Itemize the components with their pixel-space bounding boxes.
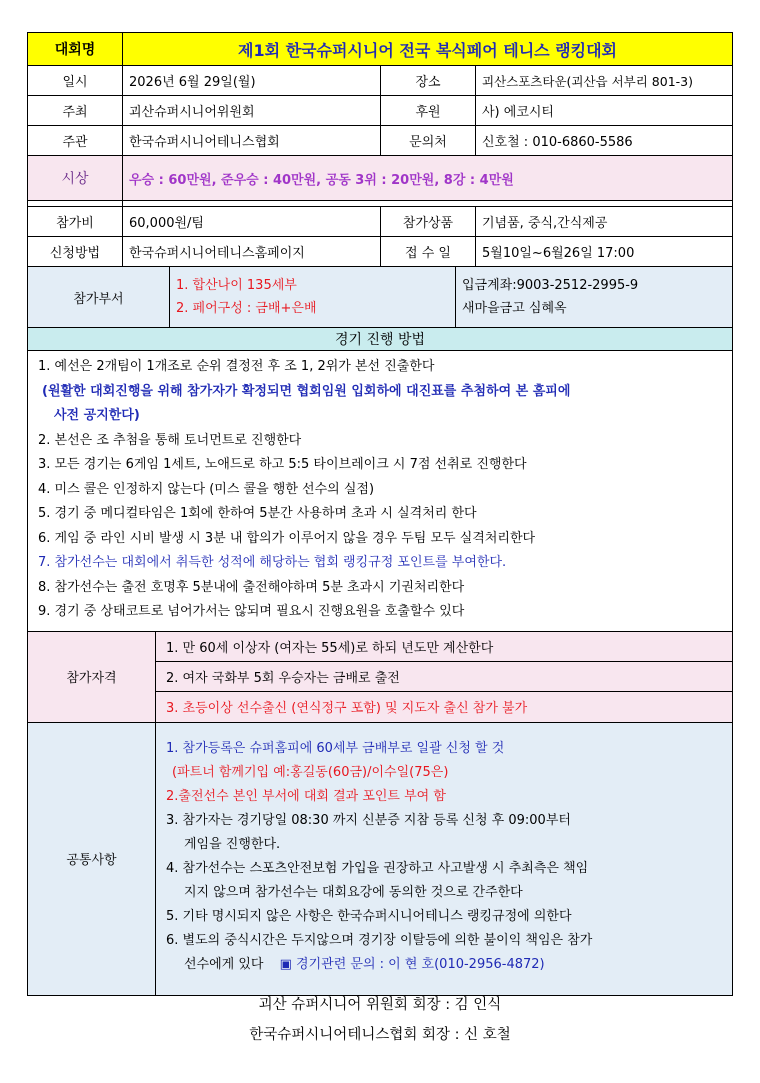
common-line: 2.출전선수 본인 부서에 대회 결과 포인트 부여 함: [166, 788, 446, 804]
info-value: 5월10일~6월26일 17:00: [482, 246, 635, 261]
division-account: [456, 267, 732, 327]
common-line: 6. 별도의 중식시간은 두지않으며 경기장 이탈등에 의한 불이익 책임은 참가: [166, 932, 593, 948]
info-value: 한국슈퍼시니어테니스홈페이지: [123, 237, 381, 266]
info-label: 접 수 일: [381, 237, 476, 266]
spacer-cell: [28, 201, 123, 206]
common-line: 1. 참가등록은 슈퍼홈피에 60세부 금배부로 일괄 신청 할 것: [166, 740, 505, 756]
footer: [0, 990, 760, 1050]
title-row: [28, 33, 732, 66]
method-line: 6. 게임 중 라인 시비 발생 시 3분 내 합의가 이루어지 않을 경우 두팀 모두 실격처리한다: [38, 530, 536, 546]
division-row: [28, 267, 732, 328]
info-value: 기념품, 중식,간식제공: [482, 216, 608, 231]
qualification-label: 참가자격: [28, 632, 156, 722]
method-line: 8. 참가선수는 출전 호명후 5분내에 출전해야하며 5분 초과시 기권처리한다: [38, 579, 465, 595]
common-line: 선수에게 있다: [184, 956, 264, 972]
common-line: 5. 기타 명시되지 않은 사항은 한국슈퍼시니어테니스 랭킹규정에 의한다: [166, 908, 572, 924]
info-value: 신호철 : 010-6860-5586: [482, 135, 633, 150]
account-number: 입금계좌:9003-2512-2995-9: [462, 278, 639, 293]
qualification-item: 1. 만 60세 이상자 (여자는 55세)로 하되 년도만 계산한다: [156, 632, 732, 662]
method-line: 5. 경기 중 메디컬타임은 1회에 한하여 5분간 사용하며 초과 시 실격처리 한다: [38, 506, 477, 521]
title-label: 대회명: [28, 33, 123, 65]
method-body-row: [28, 351, 732, 632]
info-value: 괴산슈퍼시니어위원회: [123, 96, 381, 125]
prize-label: 시상: [28, 156, 123, 200]
method-note: (원활한 대회진행을 위해 참가자가 확정되면 협회임원 입회하에 대진표를 추첨하여 본 홈피에: [42, 383, 571, 399]
method-list: [28, 351, 732, 631]
info-value: 한국슈퍼시니어테니스협회: [123, 126, 381, 155]
method-line: 1. 예선은 2개팀이 1개조로 순위 결정전 후 조 1, 2위가 본선 진출한다: [38, 359, 435, 374]
prize-value: 우승 : 60만원, 준우승 : 40만원, 공동 3위 : 20만원, 8강 : 4만원: [129, 172, 514, 188]
qualification-item: 2. 여자 국화부 5회 우승자는 금배로 출전: [156, 662, 732, 692]
info-value: 60,000원/팀: [123, 207, 381, 236]
info-label: 주관: [28, 126, 123, 155]
method-line: 4. 미스 콜은 인정하지 않는다 (미스 콜을 행한 선수의 실점): [38, 481, 375, 497]
common-line: 게임을 진행한다.: [184, 836, 281, 852]
info-label: 일시: [28, 66, 123, 95]
common-label: 공통사항: [28, 723, 156, 995]
division-item: 2. 페어구성 : 금배+은배: [176, 301, 317, 316]
common-line: 지지 않으며 참가선수는 대회요강에 동의한 것으로 간주한다: [184, 884, 523, 900]
info-label: 문의처: [381, 126, 476, 155]
info-value: 사) 에코시티: [482, 105, 554, 120]
common-line: 4. 참가선수는 스포츠안전보험 가입을 권장하고 사고발생 시 추최측은 책임: [166, 860, 589, 876]
notice-table: [27, 32, 733, 996]
info-row-date: [28, 66, 732, 96]
info-label: 신청방법: [28, 237, 123, 266]
info-row-organizer: [28, 126, 732, 156]
spacer-cell: [123, 201, 732, 206]
division-label: 참가부서: [28, 267, 170, 327]
division-item: 1. 합산나이 135세부: [176, 278, 297, 293]
method-line: 3. 모든 경기는 6게임 1세트, 노애드로 하고 5:5 타이브레이크 시 7점 선취로 진행한다: [38, 457, 527, 472]
common-row: [28, 723, 732, 995]
contact-note: ▣ 경기관련 문의 : 이 현 호(010-2956-4872): [279, 956, 545, 972]
info-label: 참가비: [28, 207, 123, 236]
common-list: [156, 723, 732, 995]
info-value: 2026년 6월 29일(월): [123, 66, 381, 95]
method-header: 경기 진행 방법: [334, 332, 426, 348]
division-items: [170, 267, 456, 327]
tournament-title: 제1회 한국슈퍼시니어 전국 복식페어 테니스 랭킹대회: [237, 40, 618, 60]
info-label: 주최: [28, 96, 123, 125]
account-holder: 새마을금고 심혜옥: [462, 301, 567, 316]
qualification-list: [156, 632, 732, 722]
footer-line: 한국슈퍼시니어테니스협회 회장 : 신 호철: [249, 1027, 511, 1043]
info-row-host: [28, 96, 732, 126]
info-label: 장소: [381, 66, 476, 95]
common-line: (파트너 함께기입 예:홍길동(60금)/이수일(75은): [172, 764, 449, 780]
method-header-row: [28, 328, 732, 351]
qualification-row: [28, 632, 732, 723]
method-note: 사전 공지한다): [54, 408, 140, 423]
method-line: 7. 참가선수는 대회에서 취득한 성적에 해당하는 협회 랭킹규정 포인트를 부여한다.: [38, 555, 507, 570]
info-value: 괴산스포츠타운(괴산읍 서부리 801-3): [482, 73, 693, 89]
info-label: 후원: [381, 96, 476, 125]
method-line: 2. 본선은 조 추첨을 통해 토너먼트로 진행한다: [38, 432, 302, 448]
common-line: 3. 참가자는 경기당일 08:30 까지 신분증 지참 등록 신청 후 09:00부터: [166, 812, 571, 828]
prize-row: [28, 156, 732, 201]
info-row-apply: [28, 237, 732, 267]
common-line-contact: [166, 953, 722, 977]
footer-line: 괴산 슈퍼시니어 위원회 회장 : 김 인식: [258, 997, 502, 1013]
method-line: 9. 경기 중 상태코트로 넘어가서는 않되며 필요시 진행요원을 호출할수 있다: [38, 604, 465, 619]
qualification-item: 3. 초등이상 선수출신 (연식정구 포함) 및 지도자 출신 참가 불가: [166, 701, 528, 716]
info-row-fee: [28, 207, 732, 237]
info-label: 참가상품: [381, 207, 476, 236]
